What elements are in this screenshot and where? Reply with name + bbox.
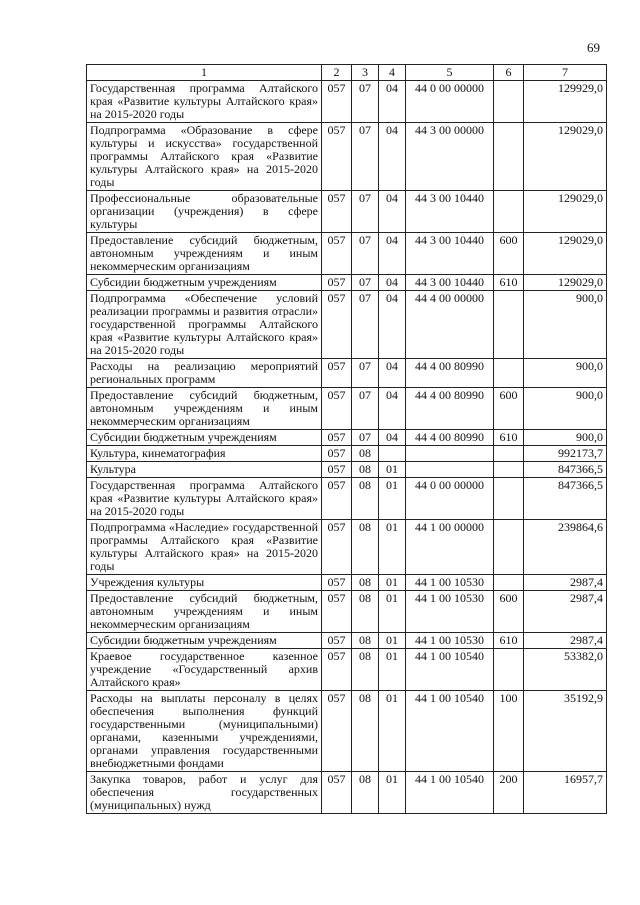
row-expense-type (494, 291, 524, 359)
budget-table (86, 64, 607, 814)
row-expense-type (494, 478, 524, 520)
row-target-code: 44 3 00 10440 (406, 233, 494, 275)
table-row (87, 633, 607, 649)
row-name: Подпрограмма «Наследие» государственной программы Алтайского края «Развитие культуры Алтайского края» на 2015-2020 годы (87, 520, 322, 575)
table-row (87, 478, 607, 520)
row-section: 07 (352, 191, 379, 233)
row-target-code: 44 1 00 10530 (406, 633, 494, 649)
row-expense-type (494, 462, 524, 478)
row-target-code: 44 1 00 10530 (406, 575, 494, 591)
table-row (87, 772, 607, 814)
row-target-code: 44 4 00 00000 (406, 291, 494, 359)
row-name: Предоставление субсидий бюджетным, автономным учреждениям и иным некоммерческим организациям (87, 233, 322, 275)
table-row (87, 359, 607, 388)
row-expense-type: 600 (494, 388, 524, 430)
row-amount: 239864,6 (524, 520, 607, 575)
row-subsection: 01 (379, 591, 406, 633)
row-grbs: 057 (322, 388, 352, 430)
row-expense-type (494, 575, 524, 591)
header-col-2: 2 (322, 65, 352, 81)
row-name: Профессиональные образовательные организации (учреждения) в сфере культуры (87, 191, 322, 233)
row-subsection: 01 (379, 649, 406, 691)
row-section: 08 (352, 691, 379, 772)
row-amount: 900,0 (524, 359, 607, 388)
row-amount: 2987,4 (524, 633, 607, 649)
row-subsection: 04 (379, 430, 406, 446)
row-grbs: 057 (322, 275, 352, 291)
table-row (87, 81, 607, 123)
row-section: 07 (352, 123, 379, 191)
row-name: Предоставление субсидий бюджетным, автономным учреждениям и иным некоммерческим организациям (87, 388, 322, 430)
row-subsection: 04 (379, 123, 406, 191)
row-section: 08 (352, 633, 379, 649)
row-section: 08 (352, 575, 379, 591)
page-number: 69 (587, 40, 600, 55)
row-grbs: 057 (322, 772, 352, 814)
table-row (87, 575, 607, 591)
row-name: Субсидии бюджетным учреждениям (87, 430, 322, 446)
row-section: 08 (352, 446, 379, 462)
row-name: Расходы на реализацию мероприятий региональных программ (87, 359, 322, 388)
row-grbs: 057 (322, 81, 352, 123)
row-grbs: 057 (322, 649, 352, 691)
row-amount: 900,0 (524, 430, 607, 446)
row-section: 08 (352, 462, 379, 478)
table-row (87, 233, 607, 275)
row-target-code: 44 1 00 10530 (406, 591, 494, 633)
row-amount: 53382,0 (524, 649, 607, 691)
row-grbs: 057 (322, 446, 352, 462)
row-subsection: 04 (379, 81, 406, 123)
row-name: Субсидии бюджетным учреждениям (87, 275, 322, 291)
row-target-code: 44 3 00 00000 (406, 123, 494, 191)
row-section: 08 (352, 591, 379, 633)
row-name: Краевое государственное казенное учреждение «Государственный архив Алтайского края» (87, 649, 322, 691)
row-target-code: 44 4 00 80990 (406, 359, 494, 388)
row-grbs: 057 (322, 359, 352, 388)
row-section: 07 (352, 359, 379, 388)
row-amount: 129029,0 (524, 233, 607, 275)
row-grbs: 057 (322, 123, 352, 191)
header-col-3: 3 (352, 65, 379, 81)
row-amount: 847366,5 (524, 478, 607, 520)
row-amount: 16957,7 (524, 772, 607, 814)
row-target-code: 44 1 00 10540 (406, 649, 494, 691)
row-name: Закупка товаров, работ и услуг для обеспечения государственных (муниципальных) нужд (87, 772, 322, 814)
row-section: 08 (352, 649, 379, 691)
row-subsection: 04 (379, 275, 406, 291)
row-target-code: 44 1 00 10540 (406, 691, 494, 772)
row-amount: 900,0 (524, 388, 607, 430)
row-section: 08 (352, 478, 379, 520)
row-expense-type: 100 (494, 691, 524, 772)
row-expense-type: 610 (494, 275, 524, 291)
table-row (87, 430, 607, 446)
row-amount: 129029,0 (524, 191, 607, 233)
table-body (87, 81, 607, 814)
row-subsection: 01 (379, 520, 406, 575)
table-row (87, 446, 607, 462)
row-expense-type: 610 (494, 633, 524, 649)
row-subsection: 01 (379, 633, 406, 649)
header-col-1: 1 (87, 65, 322, 81)
row-expense-type (494, 359, 524, 388)
row-name: Учреждения культуры (87, 575, 322, 591)
row-name: Подпрограмма «Образование в сфере культуры и искусства» государственной программы Алтайского края «Развитие культуры Алтайского края» на 2015-2020 годы (87, 123, 322, 191)
row-amount: 900,0 (524, 291, 607, 359)
row-name: Культура (87, 462, 322, 478)
row-amount: 35192,9 (524, 691, 607, 772)
header-col-4: 4 (379, 65, 406, 81)
row-subsection: 01 (379, 772, 406, 814)
table-row (87, 691, 607, 772)
row-grbs: 057 (322, 191, 352, 233)
row-expense-type (494, 123, 524, 191)
row-amount: 2987,4 (524, 575, 607, 591)
row-name: Субсидии бюджетным учреждениям (87, 633, 322, 649)
row-amount: 129029,0 (524, 123, 607, 191)
row-target-code: 44 4 00 80990 (406, 430, 494, 446)
row-grbs: 057 (322, 462, 352, 478)
row-target-code: 44 4 00 80990 (406, 388, 494, 430)
table-header-row (87, 65, 607, 81)
row-subsection: 04 (379, 191, 406, 233)
row-target-code (406, 446, 494, 462)
row-subsection: 04 (379, 291, 406, 359)
row-section: 08 (352, 520, 379, 575)
row-expense-type: 600 (494, 591, 524, 633)
row-expense-type (494, 81, 524, 123)
row-target-code: 44 1 00 00000 (406, 520, 494, 575)
row-amount: 129929,0 (524, 81, 607, 123)
row-subsection: 01 (379, 575, 406, 591)
row-section: 07 (352, 430, 379, 446)
table-row (87, 462, 607, 478)
row-grbs: 057 (322, 633, 352, 649)
row-target-code: 44 0 00 00000 (406, 81, 494, 123)
row-name: Расходы на выплаты персоналу в целях обеспечения выполнения функций государственными (муниципальными) органами, казенными учреждениями, органами управления государственными внебюджетными фондами (87, 691, 322, 772)
row-amount: 992173,7 (524, 446, 607, 462)
table-row (87, 591, 607, 633)
row-grbs: 057 (322, 591, 352, 633)
row-expense-type (494, 191, 524, 233)
header-col-5: 5 (406, 65, 494, 81)
table-row (87, 649, 607, 691)
row-amount: 2987,4 (524, 591, 607, 633)
row-expense-type: 610 (494, 430, 524, 446)
row-section: 07 (352, 275, 379, 291)
row-section: 07 (352, 81, 379, 123)
header-col-6: 6 (494, 65, 524, 81)
row-subsection: 04 (379, 388, 406, 430)
row-target-code: 44 0 00 00000 (406, 478, 494, 520)
table-row (87, 520, 607, 575)
row-target-code: 44 1 00 10540 (406, 772, 494, 814)
row-name: Государственная программа Алтайского края «Развитие культуры Алтайского края» на 2015-2020 годы (87, 81, 322, 123)
row-target-code: 44 3 00 10440 (406, 191, 494, 233)
table-row (87, 123, 607, 191)
row-section: 07 (352, 291, 379, 359)
row-expense-type (494, 446, 524, 462)
row-subsection: 01 (379, 691, 406, 772)
row-expense-type (494, 649, 524, 691)
row-section: 07 (352, 233, 379, 275)
row-subsection (379, 446, 406, 462)
table-row (87, 388, 607, 430)
row-expense-type (494, 520, 524, 575)
table-row (87, 191, 607, 233)
row-grbs: 057 (322, 478, 352, 520)
table-row (87, 291, 607, 359)
row-name: Подпрограмма «Обеспечение условий реализации программы и развития отрасли» государственной программы Алтайского края «Развитие культуры Алтайского края» на 2015-2020 годы (87, 291, 322, 359)
row-grbs: 057 (322, 575, 352, 591)
row-amount: 847366,5 (524, 462, 607, 478)
header-col-7: 7 (524, 65, 607, 81)
row-expense-type: 600 (494, 233, 524, 275)
row-name: Предоставление субсидий бюджетным, автономным учреждениям и иным некоммерческим организациям (87, 591, 322, 633)
row-subsection: 01 (379, 478, 406, 520)
row-section: 07 (352, 388, 379, 430)
table-row (87, 275, 607, 291)
row-name: Государственная программа Алтайского края «Развитие культуры Алтайского края» на 2015-2020 годы (87, 478, 322, 520)
row-grbs: 057 (322, 430, 352, 446)
row-amount: 129029,0 (524, 275, 607, 291)
row-grbs: 057 (322, 520, 352, 575)
row-name: Культура, кинематография (87, 446, 322, 462)
row-subsection: 04 (379, 233, 406, 275)
row-grbs: 057 (322, 691, 352, 772)
row-grbs: 057 (322, 291, 352, 359)
row-grbs: 057 (322, 233, 352, 275)
row-target-code (406, 462, 494, 478)
row-expense-type: 200 (494, 772, 524, 814)
row-target-code: 44 3 00 10440 (406, 275, 494, 291)
row-section: 08 (352, 772, 379, 814)
row-subsection: 01 (379, 462, 406, 478)
row-subsection: 04 (379, 359, 406, 388)
